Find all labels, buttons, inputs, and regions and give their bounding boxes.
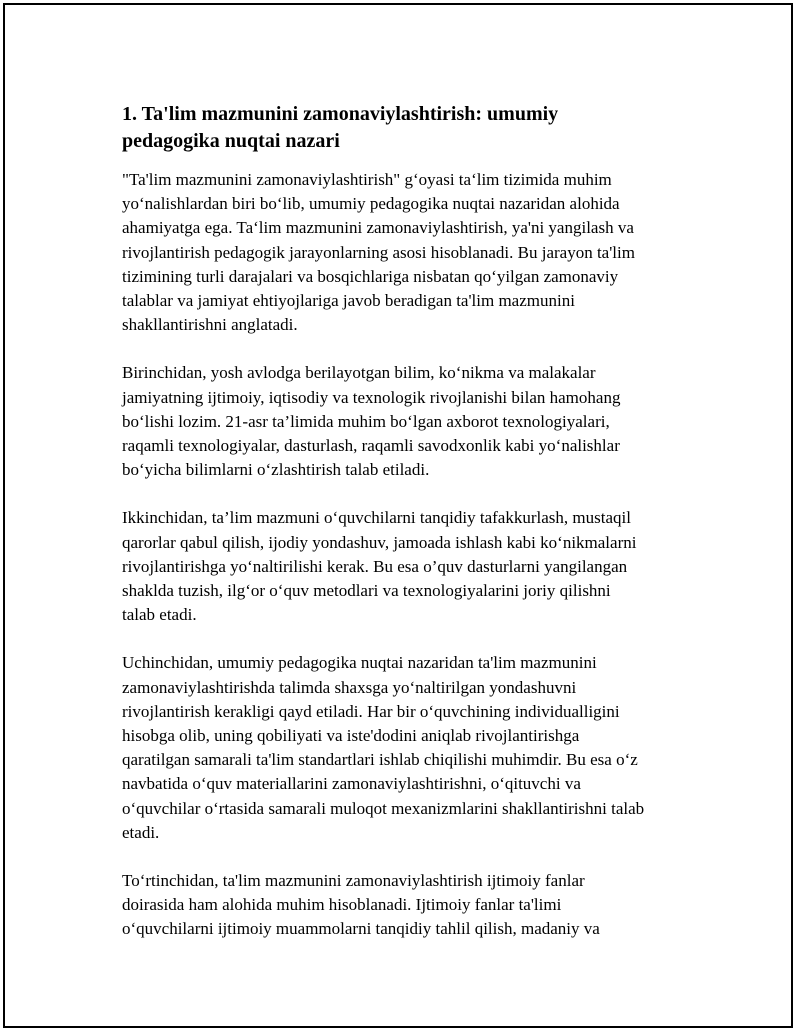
paragraph-first: Birinchidan, yosh avlodga berilayotgan bilim, ko‘nikma va malakalar jamiyatning ijtimoiy, iqtisodiy va texnologik rivojlanishi bilan hamohang bo‘lishi lozim. 21-asr ta’limida muhim bo‘lgan axborot texnologiyalari, raqamli texnologiyalar, dasturlash, raqamli savodxonlik kabi yo‘nalishlar bo‘yicha bilimlarni o‘zlashtirish talab etiladi. xyxy=(122,363,621,480)
document-page xyxy=(3,3,793,1028)
document-body xyxy=(122,101,702,966)
page-title: 1. Ta'lim mazmunini zamonaviylashtirish: umumiy pedagogika nuqtai nazari xyxy=(122,103,559,152)
paragraph-third: Uchinchidan, umumiy pedagogika nuqtai nazaridan ta'lim mazmunini zamonaviylashtirishda talimda shaxsga yo‘naltirilgan yondashuvni rivojlantirish kerakligi qayd etiladi. Har bir o‘quvchining individualligini hisobga olib, uning qobiliyati va iste'dodini aniqlab rivojlantirishga qaratilgan samarali ta'lim standartlari ishlab chiqilishi muhimdir. Bu esa o‘z navbatida o‘quv materiallarini zamonaviylashtirishni, o‘qituvchi va o‘quvchilar o‘rtasida samarali muloqot mexanizmlarini shakllantirishni talab etadi. xyxy=(122,653,645,842)
paragraph-intro: "Ta'lim mazmunini zamonaviylashtirish" g‘oyasi ta‘lim tizimida muhim yo‘nalishlardan biri bo‘lib, umumiy pedagogika nuqtai nazaridan alohida ahamiyatga ega. Ta‘lim mazmunini zamonaviylashtirish, ya'ni yangilash va rivojlantirish pedagogik jarayonlarning asosi hisoblanadi. Bu jarayon ta'lim tizimining turli darajalari va bosqichlariga nisbatan qo‘yilgan zamonaviy talablar va jamiyat ehtiyojlariga javob beradigan ta'lim mazmunini shakllantirishni anglatadi. xyxy=(122,170,635,335)
paragraph-second: Ikkinchidan, ta’lim mazmuni o‘quvchilarni tanqidiy tafakkurlash, mustaqil qarorlar qabul qilish, ijodiy yondashuv, jamoada ishlash kabi ko‘nikmalarni rivojlantirishga yo‘naltirilishi kerak. Bu esa o’quv dasturlarni yangilangan shaklda tuzish, ilg‘or o‘quv metodlari va texnologiyalarini joriy qilishni talab etadi. xyxy=(122,508,637,625)
paragraph-fourth: To‘rtinchidan, ta'lim mazmunini zamonaviylashtirish ijtimoiy fanlar doirasida ham alohida muhim hisoblanadi. Ijtimoiy fanlar ta'limi o‘quvchilarni ijtimoiy muammolarni tanqidiy tahlil qilish, madaniy va xyxy=(122,871,600,939)
